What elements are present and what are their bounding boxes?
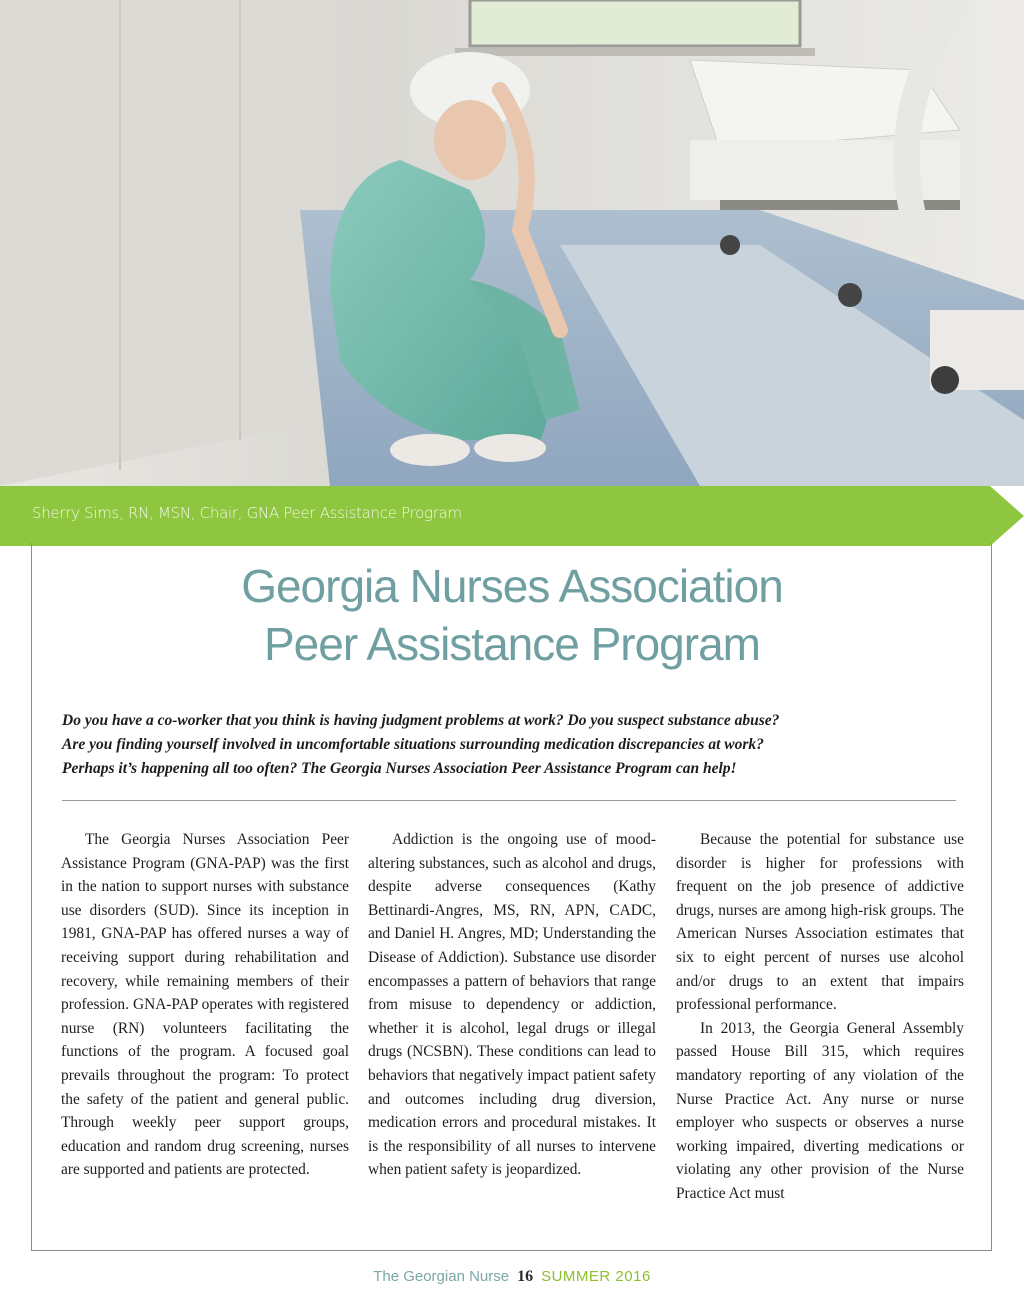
nurse-photo-illustration	[0, 0, 1024, 486]
paragraph: Addiction is the ongoing use of mood-altering substances, such as alcohol and drugs, despite adverse consequences (Kathy Bettinardi-Angres, MS, RN, APN, CADC, and Daniel H. Angres, MD; Understanding the Disease of Addiction). Substance use disorder encompasses a pattern of behaviors that range from misuse to dependency or addiction, whether it is alcohol, legal drugs or illegal drugs (NCSBN). These conditions can lead to behaviors that negatively impact patient safety and outcomes including drug diversion, medication errors and procedural mistakes. It is the responsibility of all nurses to intervene when patient safety is jeopardized.	[368, 831, 656, 1179]
title-line-1: Georgia Nurses Association	[241, 560, 783, 612]
author-byline: Sherry Sims, RN, MSN, Chair, GNA Peer Assistance Program	[32, 504, 462, 522]
body-column-1	[61, 828, 349, 1182]
paragraph: Because the potential for substance use disorder is higher for professions with frequent on the job presence of addictive drugs, nurses are among high-risk groups. The American Nurses Association estimates that six to eight percent of nurses use alcohol and/or drugs to an extent that impairs professional performance.	[676, 831, 964, 1014]
byline-banner	[0, 486, 1024, 546]
body-column-2	[368, 828, 656, 1182]
page-footer	[0, 1268, 1024, 1286]
article-title	[0, 557, 1024, 673]
title-line-2: Peer Assistance Program	[263, 618, 760, 670]
divider-rule	[62, 800, 956, 801]
issue-season: SUMMER 2016	[541, 1268, 651, 1285]
body-column-3	[676, 828, 964, 1206]
paragraph: The Georgia Nurses Association Peer Assistance Program (GNA-PAP) was the first in the nation to support nurses with substance use disorders (SUD). Since its inception in 1981, GNA-PAP has offered nurses a way of receiving support during rehabilitation and recovery, while remaining members of their profession. GNA-PAP operates with registered nurse (RN) volunteers facilitating the functions of the program. A focused goal prevails throughout the program: To protect the safety of the patient and general public. Through weekly peer support groups, education and random drug screening, nurses are supported and patients are protected.	[61, 831, 349, 1179]
intro-deck	[62, 709, 962, 781]
publication-name: The Georgian Nurse	[373, 1268, 510, 1285]
intro-line-3: Perhaps it’s happening all too often? The Georgia Nurses Association Peer Assistance Program can help!	[62, 760, 737, 777]
intro-line-1: Do you have a co-worker that you think is having judgment problems at work? Do you suspect substance abuse?	[62, 712, 780, 729]
intro-line-2: Are you finding yourself involved in uncomfortable situations surrounding medication discrepancies at work?	[62, 736, 764, 753]
paragraph: In 2013, the Georgia General Assembly passed House Bill 315, which requires mandatory reporting of any violation of the Nurse Practice Act. Any nurse or nurse employer who suspects or observes a nurse working impaired, diverting medications or violating any other provision of the Nurse Practice Act must	[676, 1019, 964, 1202]
header-photo	[0, 0, 1024, 486]
page-number: 16	[517, 1268, 534, 1285]
